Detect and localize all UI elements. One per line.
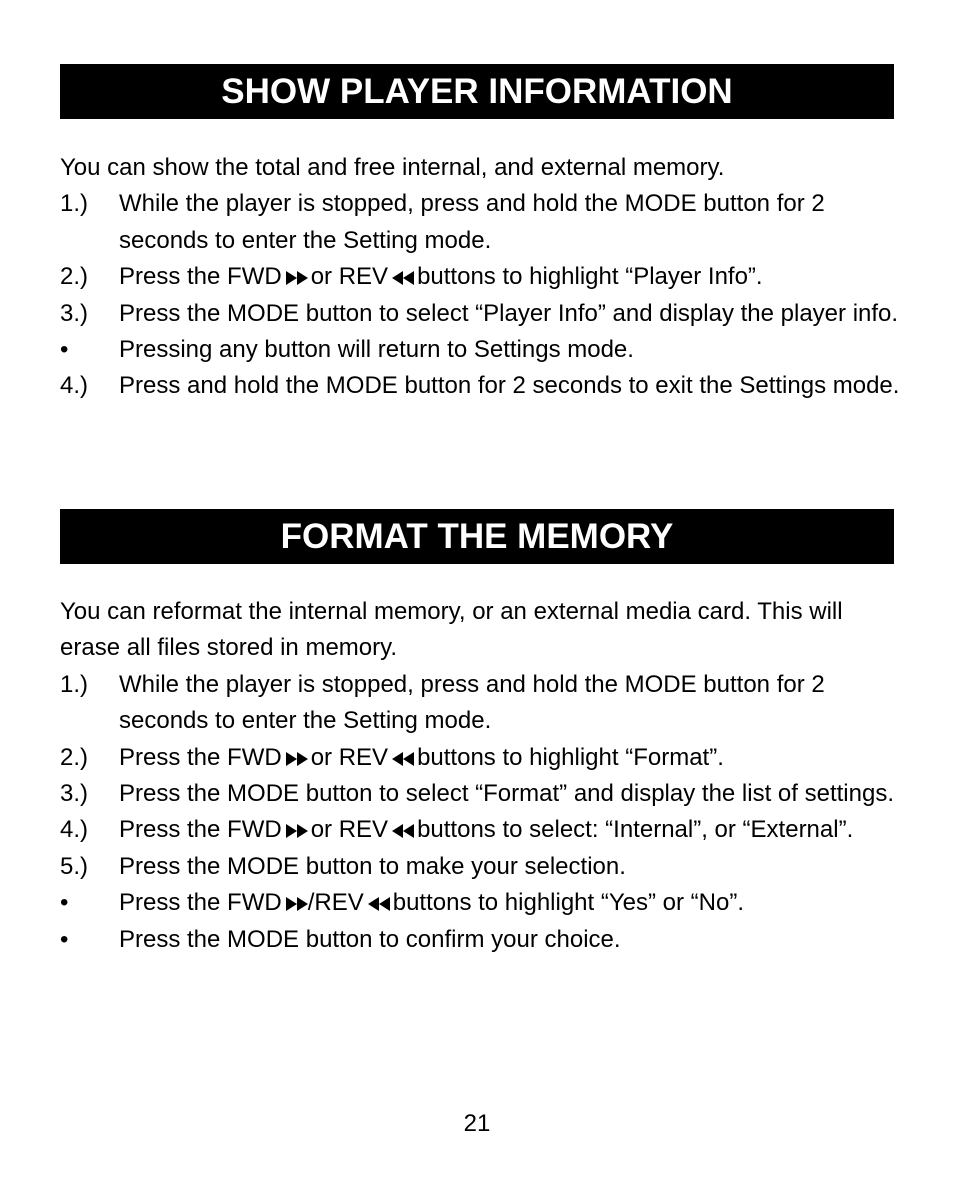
section-title: FORMAT THE MEMORY	[280, 517, 674, 556]
format-memory-section	[60, 594, 900, 958]
list-item	[60, 922, 900, 958]
list-text: While the player is stopped, press and hold the MODE button for 2 seconds to enter the Setting mode.	[119, 670, 825, 735]
fast-forward-icon	[286, 752, 308, 766]
list-marker: 3.)	[60, 780, 89, 808]
fast-forward-icon	[286, 271, 308, 285]
list-bullet: •	[60, 889, 69, 917]
rewind-icon	[392, 752, 414, 766]
text-fragment: /REV	[307, 889, 364, 917]
text-fragment: Press the FWD	[119, 889, 282, 917]
rewind-icon	[392, 824, 414, 838]
list-marker: 1.)	[60, 190, 89, 218]
list-text: Press the MODE button to make your selection.	[119, 852, 626, 880]
list-marker: 2.)	[60, 263, 89, 291]
list-item	[60, 776, 900, 812]
list-text: Pressing any button will return to Settings mode.	[119, 336, 634, 364]
list-bullet: •	[60, 336, 69, 364]
text-fragment: buttons to select: “Internal”, or “External”.	[417, 816, 854, 844]
text-fragment: Press the FWD	[119, 263, 282, 291]
section-intro: You can show the total and free internal, and external memory.	[60, 154, 725, 181]
player-info-section	[60, 150, 900, 405]
list-item	[60, 885, 900, 921]
rewind-icon	[368, 897, 390, 911]
list-item	[60, 849, 900, 885]
list-bullet: •	[60, 925, 69, 953]
text-fragment: buttons to highlight “Player Info”.	[417, 263, 763, 291]
list-item	[60, 186, 900, 259]
fast-forward-icon	[286, 824, 308, 838]
list-item	[60, 332, 900, 368]
list-text: While the player is stopped, press and hold the MODE button for 2 seconds to enter the Setting mode.	[119, 190, 825, 254]
list-item	[60, 812, 900, 848]
list-item	[60, 259, 900, 295]
section-title-banner	[60, 509, 894, 564]
text-fragment: or REV	[310, 263, 389, 291]
section-title-banner	[60, 64, 894, 119]
list-text: Press and hold the MODE button for 2 seconds to exit the Settings mode.	[119, 372, 900, 400]
fast-forward-icon	[286, 897, 308, 911]
page-number: 21	[463, 1110, 491, 1137]
list-text	[119, 885, 900, 921]
list-marker: 1.)	[60, 670, 89, 698]
list-marker: 4.)	[60, 372, 89, 400]
text-fragment: Press the FWD	[119, 743, 282, 771]
list-text	[119, 812, 900, 848]
text-fragment: buttons to highlight “Format”.	[417, 743, 724, 771]
list-marker: 2.)	[60, 743, 89, 771]
list-text: Press the MODE button to select “Format” and display the list of settings.	[119, 780, 894, 808]
list-text: Press the MODE button to select “Player Info” and display the player info.	[119, 299, 899, 327]
text-fragment: or REV	[310, 816, 389, 844]
list-item	[60, 740, 900, 776]
section-intro: You can reformat the internal memory, or an external media card. This will erase all files stored in memory.	[60, 598, 843, 662]
list-text: Press the MODE button to confirm your choice.	[119, 925, 621, 953]
text-fragment: or REV	[310, 743, 389, 771]
text-fragment: Press the FWD	[119, 816, 282, 844]
list-marker: 4.)	[60, 816, 89, 844]
text-fragment: buttons to highlight “Yes” or “No”.	[392, 889, 745, 917]
rewind-icon	[392, 271, 414, 285]
list-text	[119, 740, 900, 776]
list-marker: 5.)	[60, 852, 89, 880]
list-marker: 3.)	[60, 299, 89, 327]
list-text	[119, 259, 900, 295]
list-item	[60, 296, 900, 332]
list-item	[60, 368, 900, 404]
list-item	[60, 667, 900, 740]
section-title: SHOW PLAYER INFORMATION	[221, 72, 733, 111]
